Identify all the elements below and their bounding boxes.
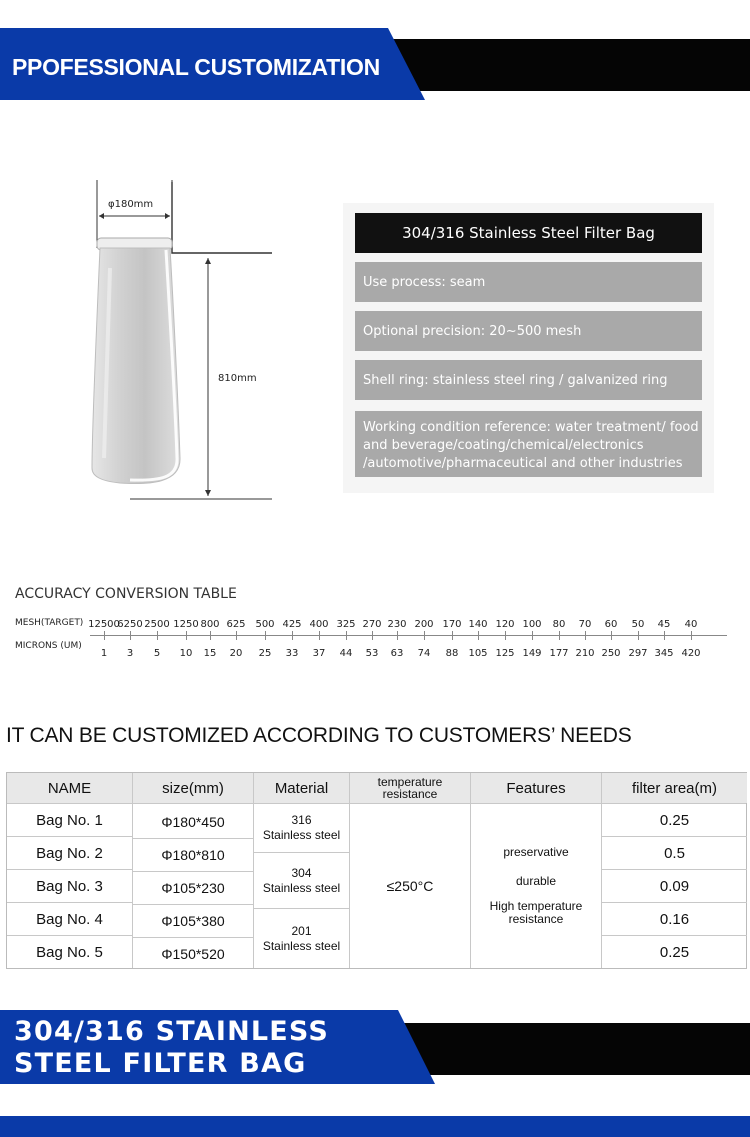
mesh-value: 500 bbox=[255, 619, 275, 630]
micron-value: 125 bbox=[495, 648, 515, 659]
banner-black-bar bbox=[380, 39, 750, 91]
microns-axis-label: MICRONS (UM) bbox=[15, 641, 82, 651]
mesh-value: 270 bbox=[362, 619, 382, 630]
feature-item: preservative bbox=[503, 845, 569, 859]
scale-tick bbox=[292, 631, 293, 640]
table-divider bbox=[253, 773, 254, 968]
material-grade: 304 bbox=[291, 865, 312, 880]
mesh-value: 800 bbox=[200, 619, 220, 630]
features-cell bbox=[471, 804, 601, 968]
table-divider bbox=[133, 937, 253, 938]
mesh-value: 230 bbox=[387, 619, 407, 630]
material-grade: 316 bbox=[291, 813, 312, 827]
spec-card bbox=[343, 203, 714, 493]
scale-tick bbox=[372, 631, 373, 640]
header-temperature: temperature resistance bbox=[350, 773, 470, 803]
micron-value: 44 bbox=[339, 648, 353, 659]
bag-name: Bag No. 1 bbox=[36, 811, 103, 829]
mesh-value: 625 bbox=[226, 619, 246, 630]
feature-item: High temperature resistance bbox=[489, 899, 583, 926]
banner-title: 304/316 STAINLESS STEEL FILTER BAG bbox=[14, 1016, 330, 1079]
scale-tick bbox=[691, 631, 692, 640]
table-divider bbox=[254, 908, 349, 909]
micron-value: 15 bbox=[203, 648, 217, 659]
material-cell bbox=[254, 804, 349, 852]
mesh-value: 40 bbox=[684, 619, 698, 630]
table-divider bbox=[601, 773, 602, 968]
micron-value: 105 bbox=[468, 648, 488, 659]
table-divider bbox=[133, 871, 253, 872]
micron-value: 420 bbox=[681, 648, 701, 659]
mesh-value: 325 bbox=[336, 619, 356, 630]
mesh-value: 140 bbox=[468, 619, 488, 630]
mesh-value: 120 bbox=[495, 619, 515, 630]
mesh-value: 170 bbox=[442, 619, 462, 630]
bottom-banner bbox=[0, 1010, 750, 1084]
scale-tick bbox=[424, 631, 425, 640]
micron-value: 345 bbox=[654, 648, 674, 659]
spec-row-precision: Optional precision: 20~500 mesh bbox=[355, 311, 702, 351]
micron-value: 74 bbox=[417, 648, 431, 659]
filter-area: 0.16 bbox=[659, 910, 690, 928]
scale-tick bbox=[319, 631, 320, 640]
scale-tick bbox=[130, 631, 131, 640]
header-material: Material bbox=[254, 773, 349, 803]
custom-table bbox=[6, 772, 747, 969]
mesh-value: 70 bbox=[578, 619, 592, 630]
table-divider bbox=[133, 838, 253, 839]
header-filter-area: filter area(m) bbox=[602, 773, 747, 803]
bag-size: Φ180*810 bbox=[161, 847, 225, 863]
diameter-label: φ180mm bbox=[108, 199, 154, 210]
material-cell bbox=[254, 909, 349, 968]
bag-size: Φ150*520 bbox=[161, 946, 225, 962]
mesh-value: 1250 bbox=[173, 619, 199, 630]
scale-tick bbox=[104, 631, 105, 640]
micron-value: 63 bbox=[390, 648, 404, 659]
micron-value: 1 bbox=[100, 648, 108, 659]
table-divider bbox=[133, 904, 253, 905]
length-label: 810mm bbox=[218, 373, 257, 384]
scale-tick bbox=[397, 631, 398, 640]
filter-area: 0.5 bbox=[664, 844, 685, 862]
micron-value: 5 bbox=[153, 648, 161, 659]
accuracy-table-title: ACCURACY CONVERSION TABLE bbox=[15, 586, 237, 602]
scale-tick bbox=[585, 631, 586, 640]
spec-card-header: 304/316 Stainless Steel Filter Bag bbox=[355, 213, 702, 253]
table-divider bbox=[602, 935, 747, 936]
top-banner bbox=[0, 28, 750, 100]
bottom-blue-strip bbox=[0, 1116, 750, 1137]
mesh-value: 6250 bbox=[117, 619, 143, 630]
scale-tick bbox=[346, 631, 347, 640]
spec-row-process: Use process: seam bbox=[355, 262, 702, 302]
feature-item: durable bbox=[515, 874, 557, 888]
micron-value: 149 bbox=[522, 648, 542, 659]
header-features: Features bbox=[471, 773, 601, 803]
scale-tick bbox=[559, 631, 560, 640]
custom-section-title: IT CAN BE CUSTOMIZED ACCORDING TO CUSTOMERS’ NEEDS bbox=[6, 724, 632, 747]
scale-tick bbox=[157, 631, 158, 640]
scale-tick bbox=[236, 631, 237, 640]
micron-value: 177 bbox=[549, 648, 569, 659]
mesh-value: 60 bbox=[604, 619, 618, 630]
table-divider bbox=[602, 869, 747, 870]
table-divider bbox=[7, 902, 132, 903]
mesh-value: 100 bbox=[522, 619, 542, 630]
filter-area: 0.09 bbox=[659, 877, 690, 895]
mesh-value: 400 bbox=[309, 619, 329, 630]
bag-size: Φ105*380 bbox=[161, 913, 225, 929]
mesh-axis-label: MESH(TARGET) bbox=[15, 618, 84, 628]
material-type: Stainless steel bbox=[262, 828, 341, 842]
bag-name: Bag No. 3 bbox=[36, 877, 103, 895]
mesh-value: 12500 bbox=[88, 619, 120, 630]
micron-value: 25 bbox=[258, 648, 272, 659]
header-name: NAME bbox=[7, 773, 132, 803]
scale-tick bbox=[611, 631, 612, 640]
table-divider bbox=[470, 773, 471, 968]
filter-bag-illustration bbox=[80, 178, 280, 508]
micron-value: 53 bbox=[365, 648, 379, 659]
table-divider bbox=[7, 935, 132, 936]
mesh-value: 2500 bbox=[144, 619, 170, 630]
scale-tick bbox=[478, 631, 479, 640]
scale-tick bbox=[638, 631, 639, 640]
header-size: size(mm) bbox=[133, 773, 253, 803]
material-grade: 201 bbox=[291, 923, 312, 938]
mesh-value: 80 bbox=[552, 619, 566, 630]
banner-title: PPOFESSIONAL CUSTOMIZATION bbox=[12, 54, 380, 80]
bag-size: Φ105*230 bbox=[161, 880, 225, 896]
bag-size: Φ180*450 bbox=[161, 814, 225, 830]
micron-value: 88 bbox=[445, 648, 459, 659]
scale-tick bbox=[186, 631, 187, 640]
banner-black-bar bbox=[390, 1023, 750, 1075]
material-type: Stainless steel bbox=[262, 938, 341, 953]
micron-value: 210 bbox=[575, 648, 595, 659]
micron-value: 33 bbox=[285, 648, 299, 659]
scale-tick bbox=[532, 631, 533, 640]
bag-name: Bag No. 2 bbox=[36, 844, 103, 862]
table-divider bbox=[602, 836, 747, 837]
scale-tick bbox=[452, 631, 453, 640]
material-cell bbox=[254, 853, 349, 908]
table-divider bbox=[349, 773, 350, 968]
scale-tick bbox=[265, 631, 266, 640]
table-divider bbox=[7, 869, 132, 870]
scale-tick bbox=[664, 631, 665, 640]
scale-tick bbox=[210, 631, 211, 640]
micron-value: 20 bbox=[229, 648, 243, 659]
spec-row-working-condition: Working condition reference: water treatment/ food and beverage/coating/chemical/electronics /automotive/pharmaceutical and other industries bbox=[355, 411, 702, 477]
table-divider bbox=[602, 902, 747, 903]
table-divider bbox=[7, 836, 132, 837]
micron-value: 10 bbox=[179, 648, 193, 659]
bag-name: Bag No. 4 bbox=[36, 910, 103, 928]
bag-name: Bag No. 5 bbox=[36, 943, 103, 961]
mesh-value: 425 bbox=[282, 619, 302, 630]
micron-value: 37 bbox=[312, 648, 326, 659]
mesh-value: 200 bbox=[414, 619, 434, 630]
filter-area: 0.25 bbox=[659, 811, 690, 829]
table-divider bbox=[254, 852, 349, 853]
filter-bag-drawing bbox=[80, 178, 280, 508]
mesh-value: 45 bbox=[657, 619, 671, 630]
mesh-value: 50 bbox=[631, 619, 645, 630]
filter-area: 0.25 bbox=[659, 943, 690, 961]
spec-row-shell-ring: Shell ring: stainless steel ring / galvanized ring bbox=[355, 360, 702, 400]
temperature-cell: ≤250°C bbox=[386, 878, 434, 894]
scale-tick bbox=[505, 631, 506, 640]
micron-value: 297 bbox=[628, 648, 648, 659]
table-divider bbox=[7, 803, 746, 804]
micron-value: 250 bbox=[601, 648, 621, 659]
material-type: Stainless steel bbox=[262, 880, 341, 895]
micron-value: 3 bbox=[126, 648, 134, 659]
